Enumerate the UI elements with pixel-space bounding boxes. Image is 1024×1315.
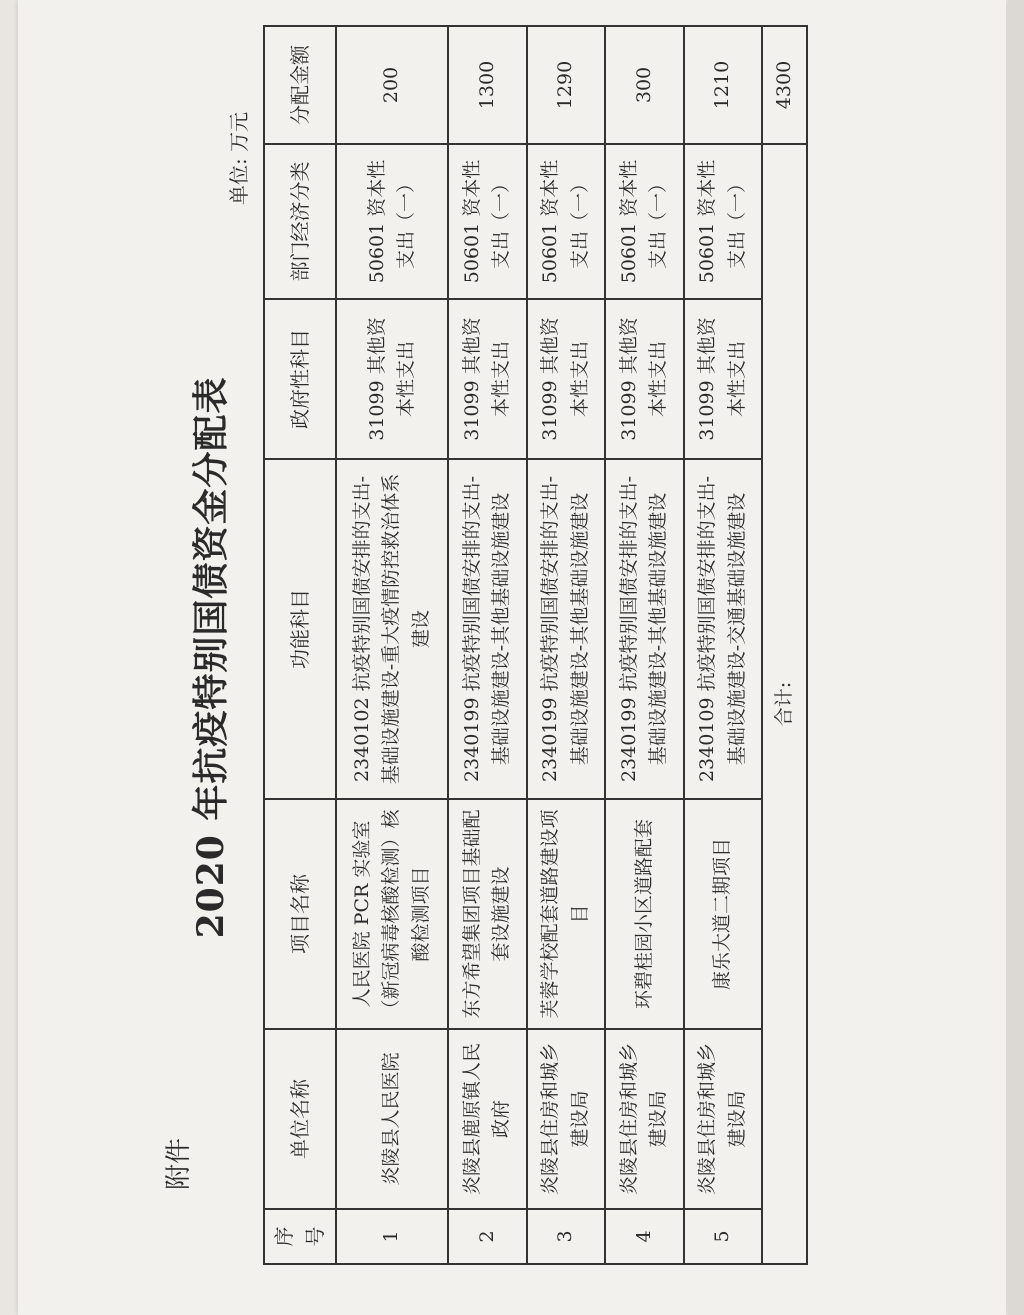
cell-dept: 50601 资本性支出（一） <box>448 144 527 299</box>
cell-seq: 1 <box>336 1209 448 1264</box>
cell-function: 2340199 抗疫特别国债安排的支出-基础设施建设-其他基础设施建设 <box>527 459 606 799</box>
cell-function: 2340102 抗疫特别国债安排的支出-基础设施建设-重大疫情防控救治体系建设 <box>336 459 448 799</box>
total-amount: 4300 <box>762 26 807 144</box>
header-function: 功能科目 <box>264 459 336 799</box>
cell-amount: 300 <box>605 26 684 144</box>
cell-function: 2340109 抗疫特别国债安排的支出-基础设施建设-交通基础设施建设 <box>684 459 763 799</box>
table-row <box>448 26 527 1264</box>
cell-amount: 200 <box>336 26 448 144</box>
cell-gov: 31099 其他资本性支出 <box>684 299 763 459</box>
unit-label: 单位: 万元 <box>227 111 251 205</box>
table-row <box>684 26 763 1264</box>
rotated-content <box>18 0 1006 1315</box>
cell-gov: 31099 其他资本性支出 <box>336 299 448 459</box>
header-unit: 单位名称 <box>264 1029 336 1209</box>
cell-unit: 炎陵县住房和城乡建设局 <box>605 1029 684 1209</box>
cell-dept: 50601 资本性支出（一） <box>527 144 606 299</box>
cell-gov: 31099 其他资本性支出 <box>605 299 684 459</box>
cell-seq: 4 <box>605 1209 684 1264</box>
cell-seq: 5 <box>684 1209 763 1264</box>
cell-amount: 1210 <box>684 26 763 144</box>
table-header-row <box>264 26 336 1264</box>
total-row <box>762 26 807 1264</box>
header-dept: 部门经济分类 <box>264 144 336 299</box>
header-seq: 序号 <box>264 1209 336 1264</box>
cell-function: 2340199 抗疫特别国债安排的支出-基础设施建设-其他基础设施建设 <box>448 459 527 799</box>
table-row <box>336 26 448 1264</box>
table-row <box>605 26 684 1264</box>
table-row <box>527 26 606 1264</box>
header-amount: 分配金额 <box>264 26 336 144</box>
document-page <box>18 0 1006 1315</box>
cell-project: 芙蓉学校配套道路建设项目 <box>527 799 606 1029</box>
cell-function: 2340199 抗疫特别国债安排的支出-基础设施建设-其他基础设施建设 <box>605 459 684 799</box>
cell-amount: 1290 <box>527 26 606 144</box>
cell-project: 康乐大道二期项目 <box>684 799 763 1029</box>
cell-project: 东方希望集团项目基础配套设施建设 <box>448 799 527 1029</box>
cell-seq: 2 <box>448 1209 527 1264</box>
cell-project: 人民医院 PCR 实验室（新冠病毒核酸检测）核酸检测项目 <box>336 799 448 1029</box>
cell-dept: 50601 资本性支出（一） <box>605 144 684 299</box>
cell-unit: 炎陵县鹿原镇人民政府 <box>448 1029 527 1209</box>
total-label: 合计: <box>762 144 807 1264</box>
allocation-table <box>263 25 808 1265</box>
header-project: 项目名称 <box>264 799 336 1029</box>
document-title: 2020 年抗疫特别国债资金分配表 <box>190 376 232 939</box>
attachment-label: 附件 <box>164 1137 194 1190</box>
cell-dept: 50601 资本性支出（一） <box>684 144 763 299</box>
cell-gov: 31099 其他资本性支出 <box>527 299 606 459</box>
cell-dept: 50601 资本性支出（一） <box>336 144 448 299</box>
scan-edge <box>1008 0 1024 1315</box>
cell-project: 环碧桂园小区道路配套 <box>605 799 684 1029</box>
header-gov: 政府性科目 <box>264 299 336 459</box>
cell-amount: 1300 <box>448 26 527 144</box>
cell-gov: 31099 其他资本性支出 <box>448 299 527 459</box>
cell-unit: 炎陵县住房和城乡建设局 <box>684 1029 763 1209</box>
cell-unit: 炎陵县住房和城乡建设局 <box>527 1029 606 1209</box>
cell-seq: 3 <box>527 1209 606 1264</box>
cell-unit: 炎陵县人民医院 <box>336 1029 448 1209</box>
